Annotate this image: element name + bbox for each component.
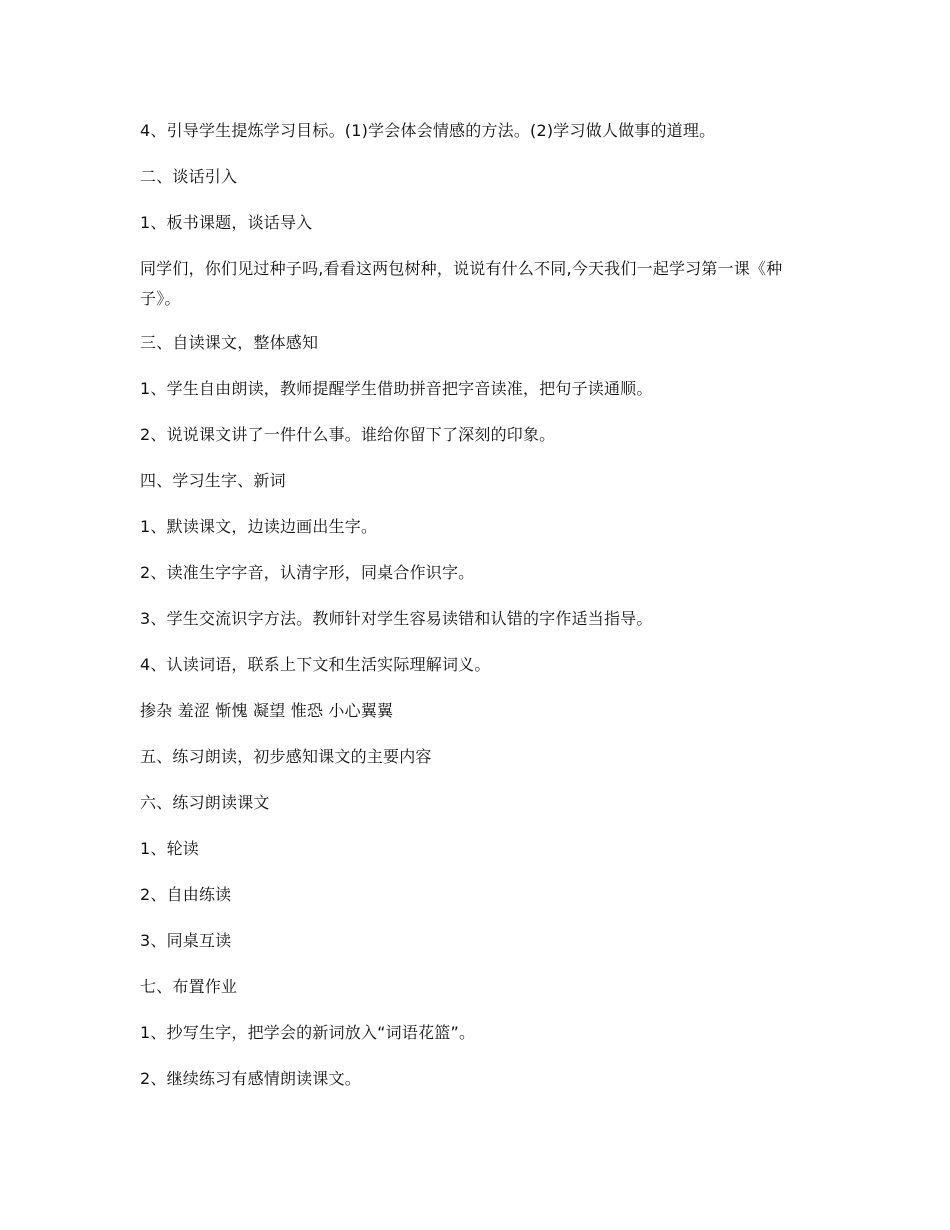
list-item: 1、学生自由朗读，教师提醒学生借助拼音把字音读准，把句子读通顺。: [140, 379, 653, 398]
section-heading-7: 七、布置作业: [140, 977, 238, 996]
list-item: 2、继续练习有感情朗读课文。: [140, 1069, 361, 1088]
document-body: [140, 116, 820, 1110]
list-item: 3、同桌互读: [140, 931, 232, 950]
list-item: 3、学生交流识字方法。教师针对学生容易读错和认错的字作适当指导。: [140, 609, 653, 628]
intro-paragraph: 同学们，你们见过种子吗,看看这两包树种，说说有什么不同,今天我们一起学习第一课《种子》。: [140, 259, 783, 308]
list-item: 2、读准生字字音，认清字形，同桌合作识字。: [140, 563, 475, 582]
vocabulary-list: 掺杂 羞涩 惭愧 凝望 惟恐 小心翼翼: [140, 701, 394, 720]
list-item: 2、说说课文讲了一件什么事。谁给你留下了深刻的印象。: [140, 425, 556, 444]
list-item: 1、默读课文，边读边画出生字。: [140, 517, 378, 536]
section-heading-6: 六、练习朗读课文: [140, 793, 270, 812]
list-item: 4、认读词语，联系上下文和生活实际理解词义。: [140, 655, 491, 674]
list-item: 1、板书课题，谈话导入: [140, 213, 313, 232]
list-item: 2、自由练读: [140, 885, 232, 904]
list-item: 1、抄写生字，把学会的新词放入“词语花篮”。: [140, 1023, 476, 1042]
section-heading-3: 三、自读课文，整体感知: [140, 333, 319, 352]
section-heading-4: 四、学习生字、新词: [140, 471, 286, 490]
goal-item-4: 4、引导学生提炼学习目标。(1)学会体会情感的方法。(2)学习做人做事的道理。: [140, 121, 716, 140]
section-heading-5: 五、练习朗读，初步感知课文的主要内容: [140, 747, 432, 766]
section-heading-2: 二、谈话引入: [140, 167, 238, 186]
list-item: 1、轮读: [140, 839, 199, 858]
